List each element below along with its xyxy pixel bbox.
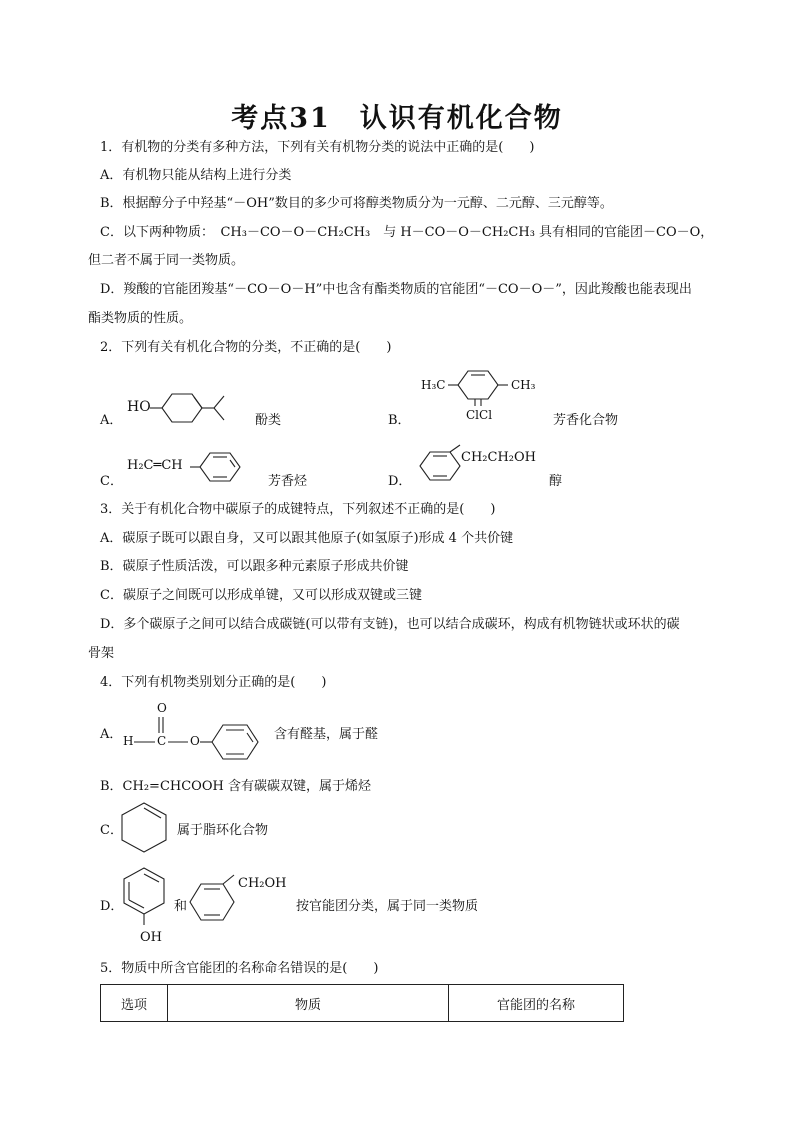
q4-d-and: 和 <box>174 899 188 914</box>
table-header-row <box>101 985 624 1022</box>
q1-option-c-line1: C．以下两种物质： CH₃－CO－O－CH₂CH₃ 与 H－CO－O－CH₂CH₃ 具有相同的官能团－CO－O， <box>100 225 714 240</box>
q2-stem: 2．下列有关有机化合物的分类，不正确的是( ) <box>100 340 392 355</box>
q1-option-b: B．根据醇分子中羟基“－OH”数目的多少可将醇类物质分为一元醇、二元醇、三元醇等。 <box>100 196 613 211</box>
q2-b-ch3: CH₃ <box>511 378 536 392</box>
q4-d-ch2oh: CH₂OH <box>238 876 287 891</box>
q2-option-d-label: D． <box>388 474 412 489</box>
q1-option-d-line1: D．羧酸的官能团羧基“－CO－O－H”中也含有酯类物质的官能团“－CO－O－”，因此羧酸也能表现出 <box>100 282 692 297</box>
q4-a-text: 含有醛基，属于醛 <box>274 727 379 742</box>
q4-option-a-label: A． <box>100 727 123 742</box>
q5-stem: 5．物质中所含官能团的名称命名错误的是( ) <box>100 961 379 976</box>
q4-a-c: C <box>157 734 167 748</box>
q3-option-a: A．碳原子既可以跟自身，又可以跟其他原子(如氢原子)形成 4 个共价键 <box>100 531 514 546</box>
q2-a-class: 酚类 <box>255 413 282 428</box>
q4-d-text: 按官能团分类，属于同一类物质 <box>296 899 479 914</box>
q3-option-c: C．碳原子之间既可以形成单键，又可以形成双键或三键 <box>100 588 422 603</box>
q3-option-d-line2: 骨架 <box>88 646 115 661</box>
q2-option-a-label: A． <box>100 413 123 428</box>
q2-c-formula: H₂C═CH <box>127 458 183 473</box>
q2-d-formula: CH₂CH₂OH <box>461 450 536 465</box>
q4-d-oh: OH <box>140 930 162 945</box>
q4-option-c-label: C． <box>100 823 123 838</box>
q4-option-b: B．CH₂=CHCOOH 含有碳碳双键，属于烯烃 <box>100 779 371 794</box>
q3-option-d-line1: D．多个碳原子之间可以结合成碳链(可以带有支链)，也可以结合成碳环，构成有机物链状或环状的碳 <box>100 617 680 632</box>
q2-option-b-label: B． <box>388 413 411 428</box>
q1-option-d-line2: 酯类物质的性质。 <box>88 311 193 326</box>
q4-a-h: H <box>123 734 134 748</box>
q1-option-c-line2: 但二者不属于同一类物质。 <box>88 253 245 268</box>
q2-b-class: 芳香化合物 <box>553 413 619 428</box>
q4-c-cyclohexene <box>120 800 180 856</box>
q4-c-text: 属于脂环化合物 <box>177 823 269 838</box>
page-title: 考点31 认识有机化合物 <box>231 103 563 134</box>
q2-a-ho: HO <box>127 399 151 415</box>
q3-stem: 3．关于有机化合物中碳原子的成键特点，下列叙述不正确的是( ) <box>100 502 496 517</box>
table-header-substance: 物质 <box>168 985 449 1022</box>
q2-b-h3c: H₃C <box>421 378 446 392</box>
q4-stem: 4．下列有机物类别划分正确的是( ) <box>100 675 327 690</box>
table-header-option: 选项 <box>101 985 168 1022</box>
q2-option-c-label: C． <box>100 474 123 489</box>
q3-option-b: B．碳原子性质活泼，可以跟多种元素原子形成共价键 <box>100 559 409 574</box>
q5-table <box>100 984 624 1022</box>
q1-stem: 1．有机物的分类有多种方法，下列有关有机物分类的说法中正确的是( ) <box>100 140 535 155</box>
q4-a-o: O <box>190 734 200 748</box>
q4-a-o-top: O <box>157 701 167 715</box>
q2-c-class: 芳香烃 <box>268 474 308 489</box>
q1-option-a: A．有机物只能从结构上进行分类 <box>100 168 292 183</box>
q2-b-clcl: ClCl <box>466 408 493 422</box>
q2-a-structure <box>150 390 250 430</box>
q4-option-d-label: D． <box>100 899 124 914</box>
q4-d-phenol <box>120 865 170 933</box>
q4-a-structure <box>120 700 280 760</box>
q2-c-benzene <box>190 450 250 490</box>
q2-d-class: 醇 <box>549 474 563 489</box>
table-header-functional-group: 官能团的名称 <box>449 985 624 1022</box>
